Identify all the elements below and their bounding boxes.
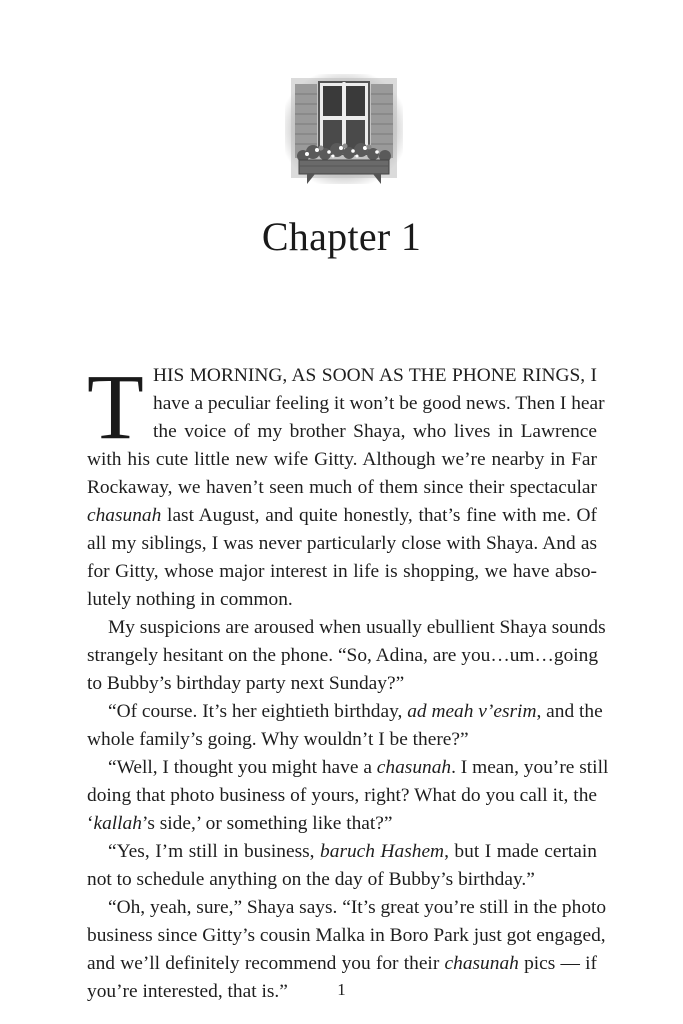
text-line — [87, 754, 609, 782]
text-run: all my siblings, I was never particularly close with Shaya. And as — [87, 533, 597, 554]
text-run: “Oh, yeah, sure,” Shaya says. “It’s great you’re still in the photo — [108, 897, 607, 918]
text-run: My suspicions are aroused when usually ebullient Shaya sounds — [108, 617, 606, 638]
italic-term: kallah — [93, 813, 142, 834]
text-run: last August, and quite honestly, that’s fine with me. Of — [161, 505, 597, 526]
text-run: pics — if — [518, 953, 598, 974]
paragraph — [87, 754, 609, 838]
text-run: have a peculiar feeling it won’t be good news. Then I hear — [153, 393, 605, 414]
text-run: “Well, I thought you might have a — [108, 757, 377, 778]
text-run: HIS MORNING, AS SOON AS THE PHONE RINGS, I — [153, 365, 597, 386]
text-run: ‘ — [87, 813, 94, 834]
window-flower-box-icon — [281, 70, 407, 198]
text-run: . I mean, you’re still — [451, 757, 609, 778]
text-line — [87, 810, 597, 838]
text-run: whole family’s going. Why wouldn’t I be there?” — [87, 729, 469, 750]
text-line — [87, 362, 597, 390]
text-line — [87, 614, 606, 642]
text-run: strangely hesitant on the phone. “So, Adina, are you…um…going — [87, 645, 599, 666]
chapter-body-text — [87, 356, 609, 1006]
text-line — [87, 726, 597, 754]
italic-term: ad meah v’esrim — [407, 701, 537, 722]
text-line — [87, 474, 597, 502]
text-run: and we’ll definitely recommend you for their — [87, 953, 445, 974]
text-line — [87, 530, 597, 558]
page-number: 1 — [337, 980, 346, 999]
text-line — [87, 698, 603, 726]
text-run: , and the — [536, 701, 603, 722]
text-line — [87, 894, 607, 922]
text-run: ’s side,’ or something like that?” — [141, 813, 393, 834]
text-line — [87, 782, 597, 810]
text-line — [87, 586, 597, 614]
text-run: “Of course. It’s her eightieth birthday, — [108, 701, 408, 722]
text-run: business since Gitty’s cousin Malka in Boro Park just got engaged, — [87, 925, 606, 946]
text-run: Rockaway, we haven’t seen much of them since their spectacular — [87, 477, 597, 498]
paragraph — [87, 698, 603, 754]
text-line — [87, 950, 597, 978]
italic-term: baruch Hashem — [320, 841, 445, 862]
italic-term: chasunah — [376, 757, 452, 778]
text-line — [87, 502, 597, 530]
text-line — [87, 922, 606, 950]
text-line — [87, 446, 597, 474]
text-run: not to schedule anything on the day of Bubby’s birthday.” — [87, 869, 535, 890]
italic-term: chasunah — [444, 953, 519, 974]
text-run: you’re interested, that is.” — [87, 981, 288, 1002]
text-line — [87, 642, 597, 670]
drop-cap: T — [87, 356, 144, 459]
italic-term: chasunah — [87, 505, 162, 526]
text-line — [87, 670, 597, 698]
text-run: “Yes, I’m still in business, — [108, 841, 321, 862]
text-run: the voice of my brother Shaya, who lives in Lawrence — [153, 421, 597, 442]
text-line — [87, 390, 605, 418]
chapter-title: Chapter 1 — [261, 214, 422, 259]
text-line — [87, 418, 597, 446]
text-run: to Bubby’s birthday party next Sunday?” — [87, 673, 405, 694]
text-line — [87, 838, 597, 866]
paragraph — [87, 838, 597, 894]
paragraph — [87, 356, 605, 614]
text-run: lutely nothing in common. — [87, 589, 293, 610]
paragraph — [87, 614, 606, 698]
text-run: for Gitty, whose major interest in life is shopping, we have abso- — [87, 561, 597, 582]
text-run: , but I made certain — [444, 841, 597, 862]
text-run: doing that photo business of yours, right? What do you call it, the — [87, 785, 597, 806]
text-line — [87, 558, 597, 586]
text-run: with his cute little new wife Gitty. Although we’re nearby in Far — [87, 449, 597, 470]
text-line — [87, 866, 597, 894]
